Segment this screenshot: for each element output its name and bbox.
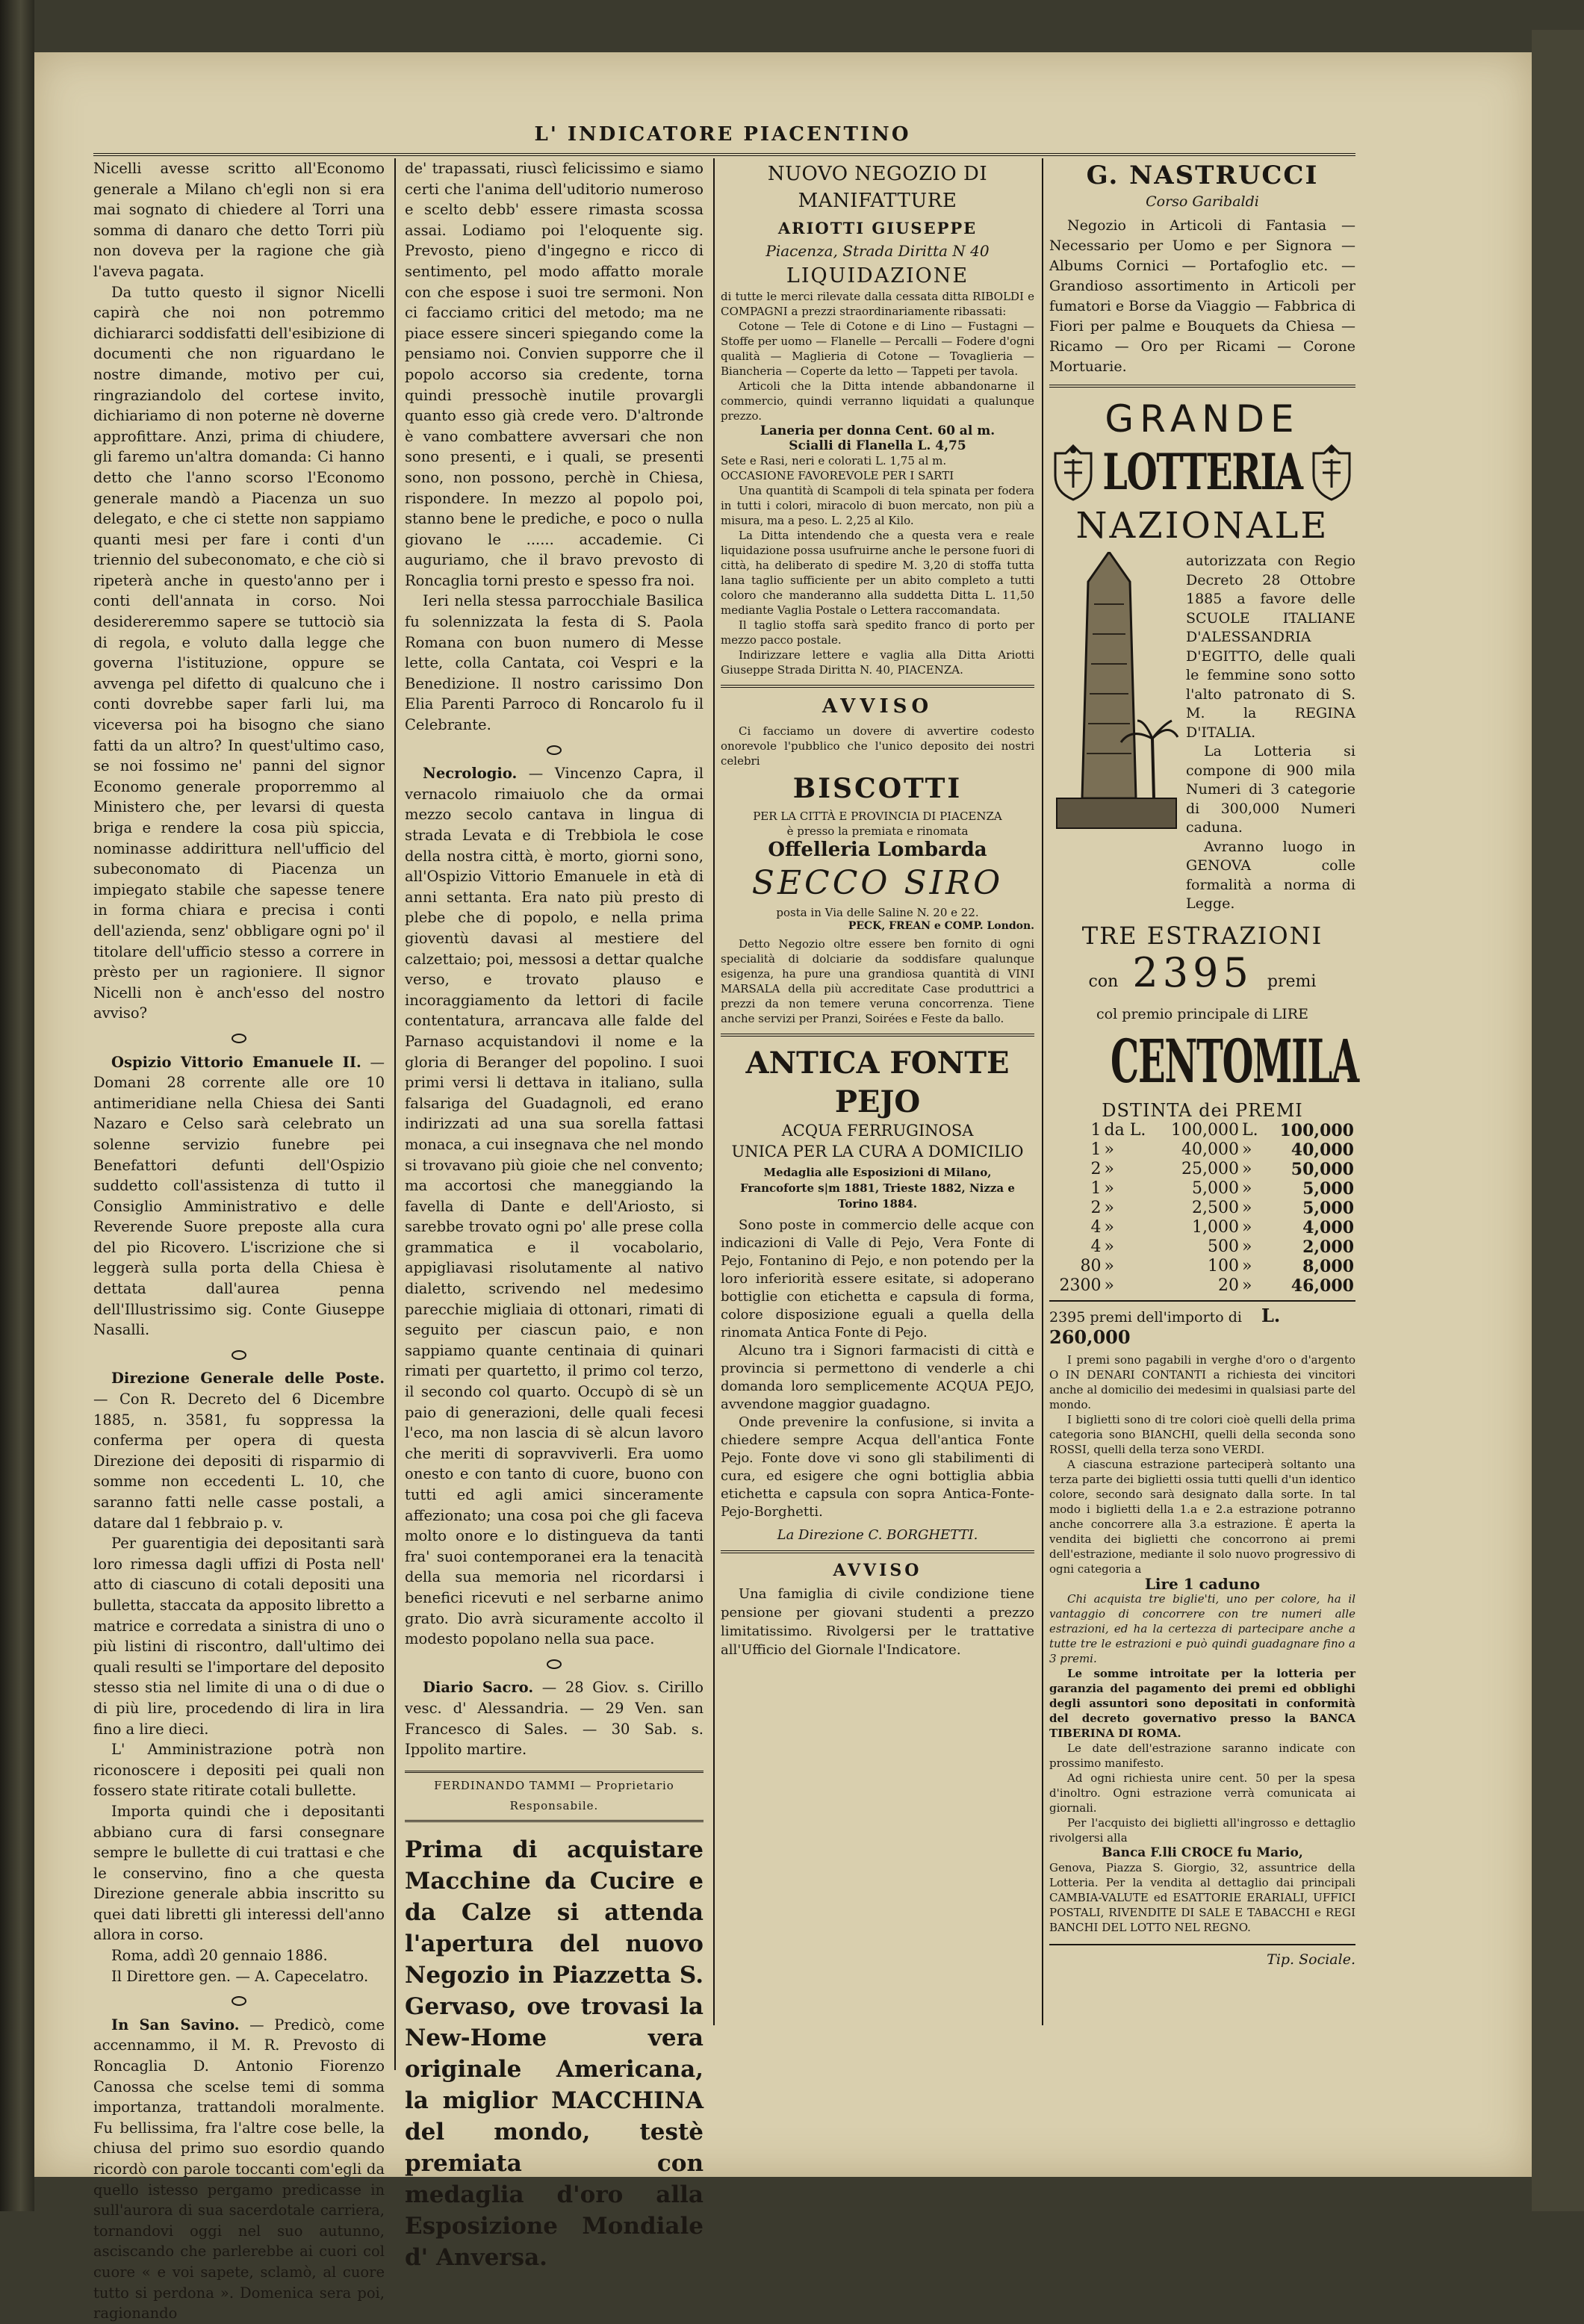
lottery-total-label: 2395 premi dell'importo di: [1049, 1308, 1242, 1326]
ad-heading: LIQUIDAZIONE: [786, 264, 969, 288]
coat-of-arms-left-icon: [1049, 443, 1097, 503]
ad-text: Alcuno tra i Signori farmacisti di città e provincia si permettono di venderle a chi domanda loro semplicemente ACQUA PEJO, avvendone maggior guadagno.: [721, 1343, 1034, 1412]
prize-cell: »: [1242, 1140, 1252, 1159]
lottery-centomila: CENTOMILA: [1111, 1025, 1358, 1096]
prize-cell: »: [1104, 1237, 1114, 1256]
sewing-machine-ad: Prima di acquistare Macchine da Cucire e da Calze si attenda l'apertura del nuovo Negozio in Piazzetta S. Gervaso, ove trovasi la New-Home vera originale Americana, la miglior MACCHINA del mondo, testè premiata con medaglia d'oro alla Esposizione Mondiale d' Anversa.: [405, 1836, 704, 2271]
ad-text: Onde prevenire la confusione, si invita a chiedere sempre Acqua dell'antica Fonte Pejo. Fonte dove vi sono gli stabilimenti di cura, ed esigere che ogni bottiglia abbia etichetta e capsula con sopra Antica-Fonte-Pejo-Borghetti.: [721, 1414, 1034, 1520]
prize-cell: »: [1242, 1217, 1252, 1237]
prize-cell: 2,000: [1302, 1237, 1354, 1257]
prize-row: [1049, 1160, 1355, 1179]
column-1: [93, 158, 385, 2324]
prize-cell: 40,000: [1181, 1140, 1240, 1159]
prize-cell: 100,000: [1279, 1120, 1354, 1140]
prize-cell: L.: [1242, 1120, 1258, 1140]
ad-text: Sete e Rasi, neri e colorati L. 1,75 al m.: [721, 454, 947, 467]
separator-ornament: [93, 1991, 385, 2012]
ad-subtitle: UNICA PER LA CURA A DOMICILIO: [731, 1143, 1024, 1161]
prize-cell: 2300: [1059, 1276, 1102, 1295]
lottery-number: 2395: [1132, 948, 1253, 996]
nastrucci-ad: [1049, 161, 1355, 388]
ad-text: A ciascuna estrazione parteciperà soltanto una terza parte dei biglietti ossia tutti quelli d'un identico colore, secondo sarà designato dalla sorte. In tal modo i biglietti della 1.a e 2.a estrazione potranno anche concorrere alla 3.a estrazione. È aperta la vendita dei biglietti che concorrono ai premi dell'estrazione, mediante il solo nuovo progressivo di ogni categoria a: [1049, 1457, 1355, 1576]
prize-cell: 100,000: [1171, 1120, 1240, 1140]
ad-medals: Medaglia alle Esposizioni di Milano, Francoforte s|m 1881, Trieste 1882, Nizza e Torino 1884.: [740, 1166, 1015, 1211]
separator-ornament: [93, 1028, 385, 1049]
prize-cell: 4: [1090, 1237, 1102, 1256]
ad-merchant-name: ARIOTTI GIUSEPPE: [777, 219, 978, 237]
prize-cell: »: [1104, 1217, 1114, 1237]
prize-cell: »: [1242, 1276, 1252, 1295]
article-text: — Domani 28 corrente alle ore 10 antimeridiane nella Chiesa dei Santi Nazaro e Celso sarà celebrato un solenne servizio funebre pei Benefattori defunti dell'Ospizio suddetto coll'assistenza di tutto il Consiglio Amministrativo e delle Reverende Suore preposte alla cura del pio Ricovero. L'iscrizione che si leggerà sulla porta della Chiesa è dettata dall'aurea penna dell'Illustrissimo sig. Conte Giuseppe Nasalli.: [93, 1053, 385, 1339]
article-paragraph: Da tutto questo il signor Nicelli capirà che noi non potremmo dichiararci soddisfatti dell'esibizione di documenti che non riguardano le nostre dimande, motivo per cui, ringraziandolo del cortese invito, dichiariamo di non poterne nè doverne approfittare. Anzi, prima di chiudere, gli faremo un'altra domanda: Ci hanno detto che l'anno scorso l'Economo generale mandò a Piacenza un suo delegato, e che ci stette non sappiamo quanti mesi per fare i conti d'un triennio del subeconomato, e che ciò si ripeterà anche in questo'anno per i conti dell'annata in corso. Noi desidereremmo sapere se tuttociò sia di regola, e voluto dalla legge che governa l'istituzione, oppure se avvenga pel difetto di qualcuno che i conti dovrebbe saper farli lui, ma viceversa poi ha bisogno che siano fatti da un altro? In quest'ultimo caso, se noi fossimo ne' panni del signor Economo generale proporremmo al Ministero che, per levarsi di questa briga e rendere la cosa più spiccia, nominasse addirittura nell'ufficio del subeconomato di Piacenza un impiegato stabile che sapesse tenere in forma chiara e precisa i conti dell'azienda, senz' obbligare ogni po' il titolare dell'ufficio stesso a correre in prèsto per un ragioniere. Il signor Nicelli non è anch'esso del nostro avviso?: [93, 283, 385, 1022]
prize-cell: »: [1242, 1256, 1252, 1276]
article-text: — Con R. Decreto del 6 Dicembre 1885, n. 3581, fu soppressa la conferma per opera di questa Direzione dei depositi di risparmio di somme non eccedenti L. 10, che saranno fatti nelle casse postali, a datare dal 1 febbraio p. v.: [93, 1391, 385, 1532]
prize-cell: 4,000: [1302, 1217, 1354, 1237]
pensione-ad: [721, 1553, 1034, 1667]
ad-title: AVVISO: [821, 695, 934, 718]
prize-cell: 5,000: [1302, 1198, 1354, 1218]
ad-text: Avranno luogo in GENOVA colle formalità a norma di Legge.: [1186, 838, 1355, 912]
prize-cell: »: [1104, 1159, 1114, 1178]
prize-cell: »: [1104, 1256, 1114, 1276]
prize-cell: 100: [1208, 1256, 1240, 1276]
ad-text: Detto Negozio oltre essere ben fornito di ogni specialità di dolciarie da soddisfare qualunque esigenza, ha pure una grandiosa quantità di VINI MARSALA della più accreditate Case produttrici a prezzi da non temere veruna concorrenza. Tiene anche servizi per Pranzi, Soirées e Feste da ballo.: [721, 937, 1034, 1025]
prize-cell: 8,000: [1302, 1256, 1354, 1276]
article-heading: Direzione Generale delle Poste.: [111, 1370, 385, 1388]
ad-text: Una quantità di Scampoli di tela spinata per fodera in tutti i colori, miracolo di buon mercato, non più a misura, ma a peso. L. 2,25 al Kilo.: [721, 484, 1034, 527]
ad-signature: La Direzione C. BORGHETTI.: [777, 1527, 978, 1543]
lottery-distinta: DSTINTA dei PREMI: [1102, 1099, 1303, 1121]
column-rule-2: [713, 158, 715, 2025]
ad-text: Sono poste in commercio delle acque con indicazioni di Valle di Pejo, Vera Fonte di Pejo, Fontanino di Pejo, e non potendo per la loro inferiorità essere esitate, si adoperano bottiglie con etichetta e capsula di forma, colore disposizione eguali a quella della rinomata Antica Fonte di Pejo.: [721, 1217, 1034, 1340]
ad-text: Una famiglia di civile condizione tiene pensione per giovani studenti a prezzo limitatissimo. Rivolgersi per le trattative all'Ufficio del Giornale l'Indicatore.: [721, 1586, 1034, 1658]
prize-cell: 2: [1090, 1159, 1102, 1178]
book-edge: [1532, 30, 1584, 2211]
ad-text: di tutte le merci rilevate dalla cessata ditta RIBOLDI e COMPAGNI a prezzi straordinariamente ribassati:: [721, 290, 1034, 318]
ad-text: Indirizzare lettere e vaglia alla Ditta Ariotti Giuseppe Strada Diritta N. 40, PIACENZA.: [721, 648, 1034, 677]
prize-cell: 1: [1090, 1120, 1102, 1140]
prize-cell: 40,000: [1291, 1140, 1354, 1160]
column-rule-1: [394, 158, 396, 2070]
ad-subtitle: Corso Garibaldi: [1146, 193, 1259, 210]
secco-siro: SECCO SIRO: [751, 864, 1004, 902]
prize-table: [1049, 1121, 1355, 1296]
article-text: — Vincenzo Capra, il vernacolo rimaiuolo che da ormai mezzo secolo cantava in lingua di strada Levata e di Trebbiola le cose della nostra città, è morto, giorni sono, all'Ospizio Vittorio Emanuele in età di anni settanta. Era nato più presto di plebe che di popolo, e nella prima gioventù davasi al mestiere del calzettaio; poi, messosi a dettar qualche verso, e trovato plauso e incoraggiamento da lettori di facile contentatura, arrancava alle falde del Parnaso acquistandovi il nome e la gloria di Beranger del popolino. I suoi primi versi li dettava in italiano, sulla falsariga del Guadagnoli, ed erano indirizzati ad una sua sorella fattasi monaca, a cui insegnava che nel mondo si trovavano più gioie che nel convento; ma accortosi che maneggiando la favella di Dante e dell'Ariosto, si sarebbe trovato ogni po' alle prese colla grammatica e il vocabolario, appigliavasi risolutamente al nativo dialetto, scrivendo nel medesimo parecchie migliaia di ottonari, rimati di seguito per ciascun paio, e non sappiamo quante centinaia di quinari rimati per quartetto, il primo col terzo, il secondo col quarto. Occupò di sè un paio di generazioni, delle quali fecesi l'eco, ma non lascia di sè alcun lavoro che meriti di sopravviverli. Era uomo onesto e con tanto di cuore, buono con tutti ed agli amici sinceramente affezionato; una cosa poi che gli faceva molto onore e lo distingueva da tanti fra' suoi contemporanei era la tenacità della sua memoria nel ricordarsi i benefici ricevuti e nel serbarne animo grato. Dio avrà sicuramente accolto il modesto popolano nella sua pace.: [405, 765, 704, 1648]
ad-text: Per l'acquisto dei biglietti all'ingrosso e dettaglio rivolgersi alla: [1049, 1815, 1355, 1845]
signature: Il Direttore gen. — A. Capecelatro.: [111, 1967, 369, 1985]
prize-cell: »: [1104, 1198, 1114, 1217]
ad-title: ANTICA FONTE PEJO: [745, 1046, 1010, 1119]
ad-text: Articoli che la Ditta intende abbandonarne il commercio, quindi verranno liquidati a qualunque prezzo.: [721, 379, 1034, 423]
lottery-text: [1186, 552, 1355, 914]
article-paragraph: de' trapassati, riuscì felicissimo e siamo certi che l'anima dell'uditorio numeroso e scelto debb' essere rimasta scossa assai. Lodiamo poi l'eloquente sig. Prevosto, pieno d'ingegno e ricco di sentimento, pel modo affatto morale con che espose i suoi tre sermoni. Non ci facciamo critici del metodo; ma ne piace essere sinceri spiegando come la pensiamo noi. Convien supporre che il popolo accorso sia credente, torna quindi pressochè inutile provargli quanto esso già crede vero. D'altronde è vano combattere avversari che non sono presenti, e i quali, se presenti sono, non possono, perchè in Chiesa, rispondere. In mezzo al popolo poi, stanno bene le prediche, e poco o nulla giovano le ...... accademie. Ci auguriamo, che il bravo prevosto di Roncaglia torni presto e spesso fra noi.: [405, 160, 704, 589]
lottery-main-prize: col premio principale di LIRE: [1096, 1005, 1308, 1022]
article-text: — 28 Giov. s. Cirillo vesc. d' Alessandria. — 29 Ven. san Francesco di Sales. — 30 Sab. s. Ippolito martire.: [405, 1679, 704, 1759]
lottery-nazionale: NAZIONALE: [1075, 505, 1329, 547]
prize-cell: 4: [1090, 1217, 1102, 1237]
ad-text: OCCASIONE FAVOREVOLE PER I SARTI: [721, 469, 954, 482]
prize-row: [1049, 1140, 1355, 1160]
ad-text: La Ditta intendendo che a questa vera e reale liquidazione possa usufruirne anche le persone fuori di città, ha deliberato di spedire M. 3,20 di stoffa tutta lana taglio sufficiente per un abito completo a tutti coloro che manderanno alla suddetta Ditta L. 11,50 mediante Vaglia Postale o Lettera raccomandata.: [721, 529, 1034, 617]
ad-text: è presso la premiata e rinomata: [786, 824, 969, 838]
article-paragraph: Per guarentigia dei depositanti sarà loro rimessa dagli uffizi di Posta nell' atto di ciascuno di cotali depositi una bulletta, staccata da apposito libretto a matrice e corredata a sinistra di uno o più listini di riscontro, dall'ultimo dei quali resulti se l'importare del deposito stesso stia nel limite di una o di due o di più lire, procedendo di lira in lira fino a lire dieci.: [93, 1535, 385, 1738]
prize-cell: 2: [1090, 1198, 1102, 1217]
prize-cell: 50,000: [1291, 1159, 1354, 1179]
lotteria-ad: [1049, 388, 1358, 1968]
lottery-con: con: [1088, 972, 1119, 991]
prize-row: [1049, 1179, 1355, 1199]
ad-title: NUOVO NEGOZIO DI MANIFATTURE: [767, 163, 988, 212]
lottery-lotteria: LOTTERIA: [1102, 443, 1302, 501]
ad-price: Scialli di Flanella L. 4,75: [789, 438, 966, 453]
lottery-grande: GRANDE: [1105, 397, 1300, 441]
article-heading: In San Savino.: [111, 2016, 240, 2034]
ad-text: Il taglio stoffa sarà spedito franco di porto per mezzo pacco postale.: [721, 618, 1034, 647]
lottery-count-row: [1049, 950, 1355, 1006]
column-4: [1049, 161, 1358, 1968]
ad-text: Ci facciamo un dovere di avvertire codesto onorevole l'pubblico che l'unico deposito dei nostri celebri: [721, 724, 1034, 768]
prize-cell: 80: [1080, 1256, 1102, 1276]
prize-cell: »: [1104, 1276, 1114, 1295]
biscotti-ad: [721, 688, 1034, 1037]
prize-row: [1049, 1237, 1355, 1257]
ad-price: Laneria per donna Cent. 60 al m.: [760, 423, 996, 438]
prize-row: [1049, 1199, 1355, 1218]
prize-cell: »: [1242, 1178, 1252, 1198]
ad-title: G. NASTRUCCI: [1086, 161, 1319, 190]
prize-row: [1049, 1121, 1355, 1140]
ad-text: Negozio in Articoli di Fantasia — Necessario per Uomo e per Signora — Albums Cornici — Portafoglio etc. — Grandioso assortimento in Articoli per fumatori e Borse da Viaggio — Fabbrica di Fiori per palme e Bouquets da Chiesa — Ricamo — Oro per Ricami — Corone Mortuarie.: [1049, 217, 1355, 375]
prize-cell: 46,000: [1291, 1276, 1354, 1296]
prize-cell: »: [1242, 1159, 1252, 1178]
lottery-obelisk-block: [1049, 552, 1355, 914]
ad-address: Piacenza, Strada Diritta N 40: [765, 242, 990, 260]
article-heading: Diario Sacro.: [423, 1679, 534, 1697]
prize-cell: »: [1242, 1198, 1252, 1217]
masthead: L' INDICATORE PIACENTINO: [534, 123, 911, 146]
lottery-total: L. 260,000: [1049, 1304, 1281, 1348]
column-2: [405, 158, 704, 2273]
prize-cell: »: [1104, 1178, 1114, 1198]
prize-cell: da L.: [1104, 1120, 1146, 1140]
publisher-line: FERDINANDO TAMMI — Proprietario Responsabile.: [405, 1771, 704, 1822]
prize-cell: 1: [1090, 1140, 1102, 1159]
prize-cell: 1: [1090, 1178, 1102, 1198]
column-rule-3: [1042, 158, 1043, 2025]
ad-title: AVVISO: [833, 1561, 922, 1580]
obelisk-illustration-icon: [1049, 552, 1180, 836]
prize-cell: 5,000: [1192, 1178, 1240, 1198]
lottery-banca: Banca F.lli CROCE fu Mario,: [1102, 1845, 1303, 1860]
lottery-tre-estrazioni: TRE ESTRAZIONI: [1081, 921, 1323, 950]
ad-text: autorizzata con Regio Decreto 28 Ottobre 1885 a favore delle SCUOLE ITALIANE D'ALESSANDRIA D'EGITTO, delle quali le femmine sono sotto l'alto patronato di S. M. la REGINA D'ITALIA.: [1186, 553, 1355, 741]
dateline: Roma, addì 20 gennaio 1886.: [111, 1947, 328, 1965]
article-paragraph: L' Amministrazione potrà non riconoscere i depositi pei quali non fossero state ritirate cotali bullette.: [93, 1741, 385, 1800]
prize-cell: 20: [1218, 1276, 1240, 1295]
article-paragraph: Ieri nella stessa parrocchiale Basilica fu solennizzata la festa di S. Paola Romana con buon numero di Messe lette, colla Cantata, coi Vespri e la Benedizione. Il nostro carissimo Don Elia Parenti Parroco di Roncarolo fu il Celebrante.: [405, 592, 704, 734]
prize-cell: 25,000: [1181, 1159, 1240, 1178]
lottery-premi: premi: [1267, 972, 1317, 991]
biscotti-heading: BISCOTTI: [792, 773, 963, 804]
prize-cell: 1,000: [1192, 1217, 1240, 1237]
article-text: — Predicò, come accennammo, il M. R. Prevosto di Roncaglia D. Antonio Fiorenzo Canossa che scelse temi di somma importanza, trattandoli moralmente. Fu bellissima, fra l'altre cose belle, la chiusa del primo suo esordio quando ricordò con parole toccanti com'egli da quello istesso pergamo predicasse in sull'aurora di sua sacerdotale carriera, tornandovi oggi nel suo autunno, asciscando che parlerebbe ai cuori col cuore « e voi sapete, sclamò, al cuore tutto si perdona ». Domenica sera poi, ragionando: [93, 2016, 385, 2323]
ad-text: Le date dell'estrazione saranno indicate con prossimo manifesto.: [1049, 1741, 1355, 1770]
ad-text: Genova, Piazza S. Giorgio, 32, assuntrice della Lotteria. Per la vendita al dettaglio dai principali CAMBIA-VALUTE ed ESATTORIE ERARIALI, UFFICI POSTALI, RIVENDITE DI SALE E TABACCHI e REGI BANCHI DEL LOTTO NEL REGNO.: [1049, 1860, 1355, 1934]
prize-cell: »: [1242, 1237, 1252, 1256]
prize-cell: 500: [1208, 1237, 1240, 1256]
ad-text: I premi sono pagabili in verghe d'oro o d'argento O IN DENARI CONTANTI a richiesta dei vincitori anche al domicilio dei medesimi in qualsiasi parte del mondo.: [1049, 1352, 1355, 1411]
article-heading: Necrologio.: [423, 765, 518, 783]
ad-text: Le somme introitate per la lotteria per garanzia del pagamento dei premi ed obblighi degli assuntori sono depositati in conformità del decreto governativo presso la BANCA TIBERINA DI ROMA.: [1049, 1666, 1355, 1740]
ad-text: Cotone — Tele di Cotone e di Lino — Fustagni — Stoffe per uomo — Flanelle — Percalli — Fodere d'ogni qualità — Maglieria di Cotone — Tovaglieria — Biancheria — Coperte da letto — Tappeti per tavola.: [721, 320, 1034, 378]
ad-text: PER LA CITTÀ E PROVINCIA DI PIACENZA: [753, 810, 1002, 823]
ad-text: La Lotteria si compone di 900 mila Numeri di 3 categorie di 300,000 Numeri caduna.: [1186, 743, 1355, 836]
separator-ornament: [405, 1654, 704, 1675]
separator-ornament: [93, 1345, 385, 1366]
coat-of-arms-right-icon: [1308, 443, 1355, 503]
separator-ornament: [405, 740, 704, 761]
prize-row: [1049, 1257, 1355, 1276]
ad-text: Ad ogni richiesta unire cent. 50 per la spesa d'inoltro. Ogni estrazione verrà comunicata ai giornali.: [1049, 1771, 1355, 1815]
ad-text: I biglietti sono di tre colori cioè quelli della prima categoria sono BIANCHI, quelli della seconda sono ROSSI, quelli della terza sono VERDI.: [1049, 1412, 1355, 1456]
article-paragraph: Importa quindi che i depositanti abbiano cura di farsi consegnare sempre le bullette di cui trattasi e che le conservino, fino a che questa Direzione generale abbia inscritto su quei dati libretti gli interessi dell'anno allora in corso.: [93, 1802, 385, 1944]
article-heading: Ospizio Vittorio Emanuele II.: [111, 1053, 361, 1071]
prize-row: [1049, 1218, 1355, 1237]
offelleria-name: Offelleria Lombarda: [768, 839, 987, 861]
column-3: [721, 161, 1034, 1667]
lottery-terms: [1049, 1352, 1355, 1935]
fonte-pejo-ad: [721, 1037, 1034, 1553]
prize-row: [1049, 1276, 1355, 1296]
lottery-title-row: [1049, 440, 1355, 504]
lottery-price: Lire 1 caduno: [1144, 1574, 1261, 1593]
lottery-total-row: [1049, 1300, 1355, 1348]
ariotti-ad: [721, 161, 1034, 688]
ad-text: PECK, FREAN e COMP. London.: [848, 920, 1034, 932]
ad-text: Chi acquista tre biglie'ti, uno per colore, ha il vantaggio di concorrere con tre numeri alle estrazioni, ed ha la certezza di partecipare anche a tutte tre le estrazioni e può quindi guadagnare fino a 3 premi.: [1049, 1591, 1355, 1665]
prize-cell: 5,000: [1302, 1178, 1354, 1199]
masthead-rule: [93, 153, 1355, 156]
ad-subtitle: ACQUA FERRUGINOSA: [781, 1122, 974, 1140]
printer-credit: Tip. Sociale.: [1049, 1944, 1355, 1968]
book-binding: [0, 0, 34, 2211]
prize-cell: 2,500: [1192, 1198, 1240, 1217]
article-paragraph: Nicelli avesse scritto all'Economo generale a Milano ch'egli non si era mai sognato di chiedere al Torri una somma di danaro che detto Torri più non doveva per la ragione che già l'aveva pagata.: [93, 160, 385, 280]
prize-cell: »: [1104, 1140, 1114, 1159]
ad-text: posta in Via delle Saline N. 20 e 22.: [776, 906, 979, 919]
